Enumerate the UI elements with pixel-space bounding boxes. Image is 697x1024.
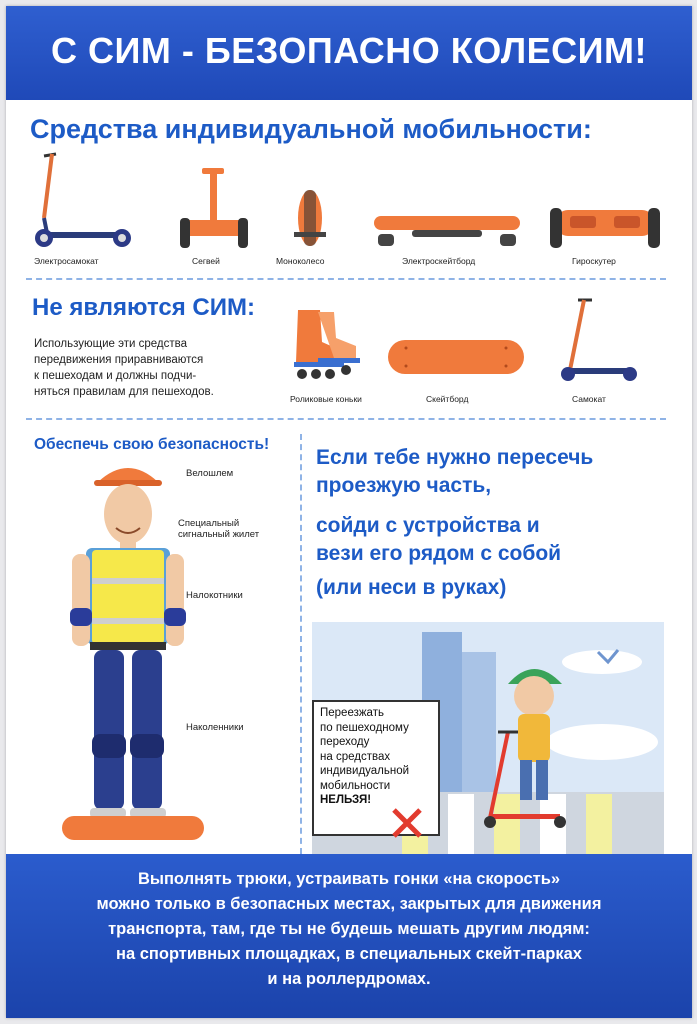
- footer-line: на спортивных площадках, в специальных скейт-парках: [116, 945, 582, 963]
- crossing-line: сойди с устройства и: [316, 514, 540, 537]
- gear-label-elbow-pads: [186, 590, 243, 601]
- device-label-skateboard: Скейтборд: [426, 394, 469, 404]
- device-label-monowheel: Моноколесо: [276, 256, 325, 266]
- crossing-line: (или неси в руках): [316, 576, 507, 599]
- section-divider: [26, 278, 666, 280]
- footer-text: [26, 867, 672, 992]
- hoverboard-icon: [550, 204, 660, 252]
- column-divider: [300, 434, 302, 854]
- gear-label-line: Наколенники: [186, 722, 244, 733]
- monowheel-icon: [290, 180, 330, 250]
- sign-line: на средствах: [320, 750, 391, 763]
- footer-banner: [6, 854, 692, 1018]
- cyclist-figure: [60, 458, 210, 850]
- footer-line: транспорта, там, где ты не будешь мешать другим людям:: [108, 920, 590, 938]
- device-label-segway: Сегвей: [192, 256, 220, 266]
- sign-warning: НЕЛЬЗЯ!: [320, 794, 372, 806]
- segway-icon: [178, 166, 250, 252]
- not-sim-description: [34, 336, 264, 400]
- crossing-line: проезжую часть,: [316, 474, 492, 497]
- gear-label-line: Налокотники: [186, 590, 243, 601]
- sign-line: по пешеходному: [320, 721, 409, 734]
- roller-skates-icon: [288, 302, 372, 386]
- not-sim-text-line: к пешеходам и должны подчи-: [34, 370, 197, 382]
- not-sim-heading: Не являются СИМ:: [32, 294, 255, 321]
- cross-mark-icon: [390, 806, 424, 840]
- crossing-line: вези его рядом с собой: [316, 542, 562, 565]
- skateboard-icon: [386, 336, 526, 384]
- not-sim-text-line: няться правилам для пешеходов.: [34, 386, 214, 398]
- gear-label-line: сигнальный жилет: [178, 529, 260, 540]
- sim-heading: Средства индивидуальной мобильности:: [30, 114, 592, 144]
- footer-line: Выполнять трюки, устраивать гонки «на скорость»: [137, 870, 561, 888]
- device-label-kick-scooter: Самокат: [572, 394, 606, 404]
- not-sim-text-line: передвижения приравниваются: [34, 354, 204, 366]
- crossing-line: Если тебе нужно пересечь: [316, 446, 594, 469]
- section-divider: [26, 418, 666, 420]
- safety-heading: Обеспечь свою безопасность!: [34, 436, 270, 453]
- electric-skateboard-icon: [372, 212, 522, 252]
- gear-label-line: Специальный: [178, 518, 240, 529]
- device-label-electric-skateboard: Электроскейтборд: [402, 256, 476, 266]
- sign-line: Переезжать: [320, 707, 384, 719]
- gear-label-knee-pads: [186, 722, 244, 733]
- gear-label-line: Велошлем: [186, 468, 234, 479]
- device-label-hoverboard: Гироскутер: [572, 256, 616, 266]
- sign-line: индивидуальной: [320, 765, 410, 777]
- sign-line: переходу: [320, 736, 370, 748]
- not-sim-text-line: Использующие эти средства: [34, 338, 187, 350]
- footer-line: и на роллердромах.: [267, 970, 431, 988]
- electric-scooter-icon: [30, 148, 134, 252]
- poster: [6, 6, 692, 1018]
- header-banner: [6, 6, 692, 100]
- sign-line: мобильности: [320, 779, 391, 792]
- device-label-electric-scooter: Электросамокат: [34, 256, 99, 266]
- kick-scooter-icon: [550, 296, 640, 386]
- gear-label-vest: [178, 518, 259, 540]
- gear-label-helmet: [186, 468, 233, 479]
- page-title: С СИМ - БЕЗОПАСНО КОЛЕСИМ!: [51, 30, 647, 71]
- device-label-roller-skates: Роликовые коньки: [290, 394, 362, 404]
- footer-line: можно только в безопасных местах, закрытых для движения: [96, 895, 602, 913]
